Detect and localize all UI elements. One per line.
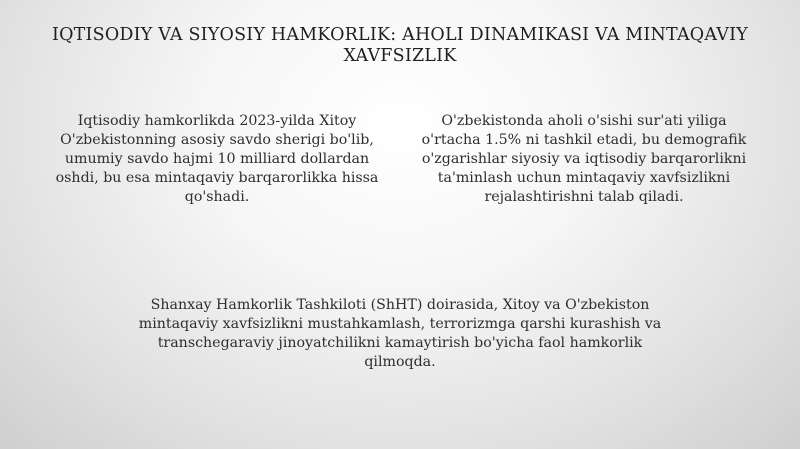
economic-cooperation-text: Iqtisodiy hamkorlikda 2023-yilda Xitoy O'zbekistonning asosiy savdo sherigi bo'lib, umumiy savdo hajmi 10 milliard dollardan oshdi, bu esa mintaqaviy barqarorlikka hissa qo'shadi. (55, 113, 379, 205)
sco-security-text: Shanxay Hamkorlik Tashkiloti (ShHT) doirasida, Xitoy va O'zbekiston mintaqaviy xavfsizlikni mustahkamlash, terrorizmga qarshi kurashish va transchegaraviy jinoyatchilikni kamaytirish bo'yicha faol hamkorlik qilmoqda. (138, 297, 662, 370)
population-growth-text: O'zbekistonda aholi o'sishi sur'ati yiliga o'rtacha 1.5% ni tashkil etadi, bu demografik o'zgarishlar siyosiy va iqtisodiy barqarorlikni ta'minlash uchun mintaqaviy xavfsizlikni rejalashtirishni talab qiladi. (421, 113, 747, 205)
slide-title: IQTISODIY VA SIYOSIY HAMKORLIK: AHOLI DINAMIKASI VA MINTAQAVIY XAVFSIZLIK (51, 25, 749, 66)
